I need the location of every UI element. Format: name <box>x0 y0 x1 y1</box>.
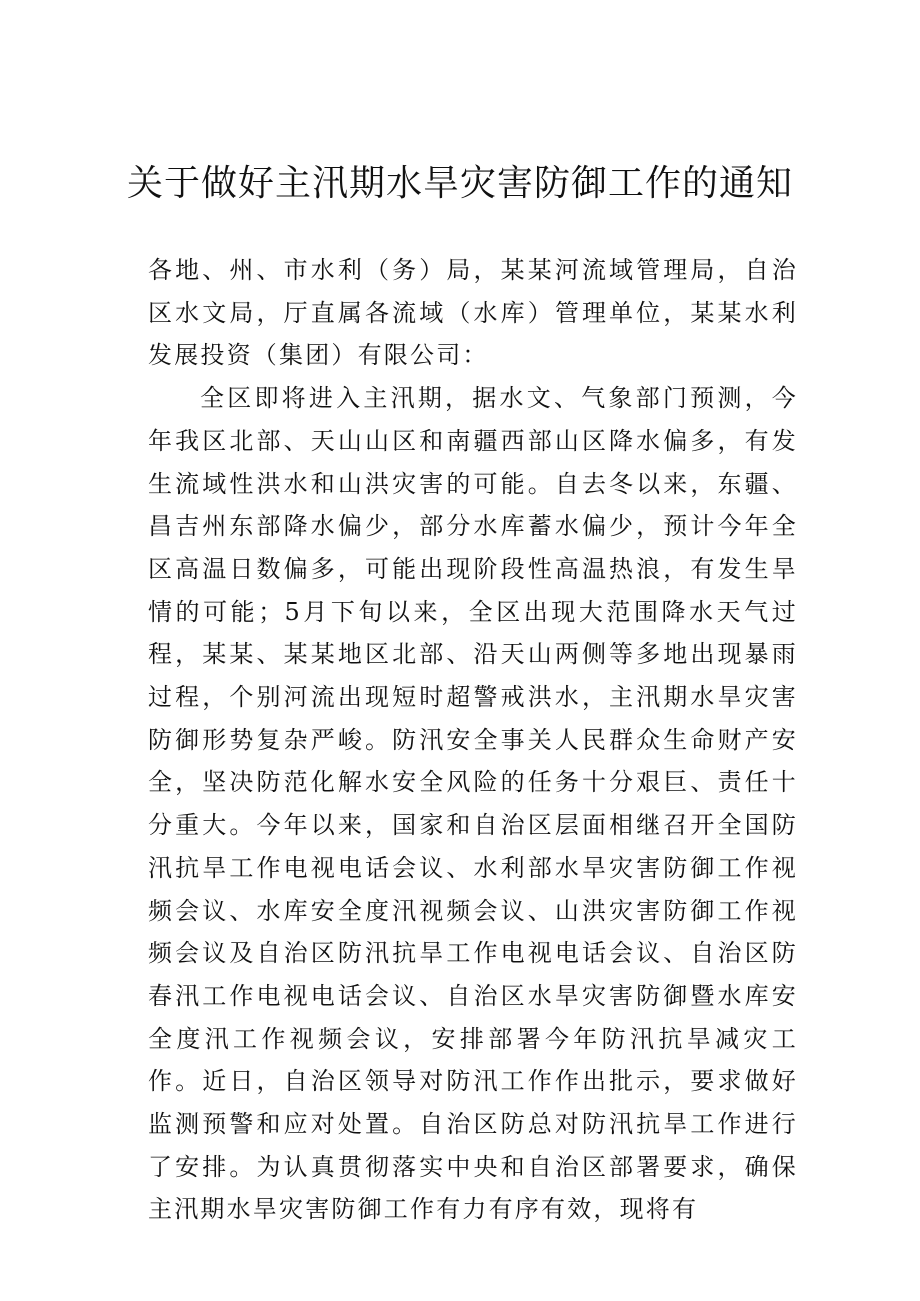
document-body <box>148 249 798 1231</box>
body-paragraph: 全区即将进入主汛期，据水文、气象部门预测，今年我区北部、天山山区和南疆西部山区降水偏多，有发生流域性洪水和山洪灾害的可能。自去冬以来，东疆、昌吉州东部降水偏少，部分水库蓄水偏少，预计今年全区高温日数偏多，可能出现阶段性高温热浪，有发生旱情的可能；5月下旬以来，全区出现大范围降水天气过程，某某、某某地区北部、沿天山两侧等多地出现暴雨过程，个别河流出现短时超警戒洪水，主汛期水旱灾害防御形势复杂严峻。防汛安全事关人民群众生命财产安全，坚决防范化解水安全风险的任务十分艰巨、责任十分重大。今年以来，国家和自治区层面相继召开全国防汛抗旱工作电视电话会议、水利部水旱灾害防御工作视频会议、水库安全度汛视频会议、山洪灾害防御工作视频会议及自治区防汛抗旱工作电视电话会议、自治区防春汛工作电视电话会议、自治区水旱灾害防御暨水库安全度汛工作视频会议，安排部署今年防汛抗旱减灾工作。近日，自治区领导对防汛工作作出批示，要求做好监测预警和应对处置。自治区防总对防汛抗旱工作进行了安排。为认真贯彻落实中央和自治区部署要求，确保主汛期水旱灾害防御工作有力有序有效，现将有 <box>148 384 798 1224</box>
salutation-paragraph: 各地、州、市水利（务）局，某某河流域管理局，自治区水文局，厅直属各流域（水库）管理单位，某某水利发展投资（集团）有限公司： <box>148 256 798 370</box>
document-title: 关于做好主汛期水旱灾害防御工作的通知 <box>126 163 793 204</box>
